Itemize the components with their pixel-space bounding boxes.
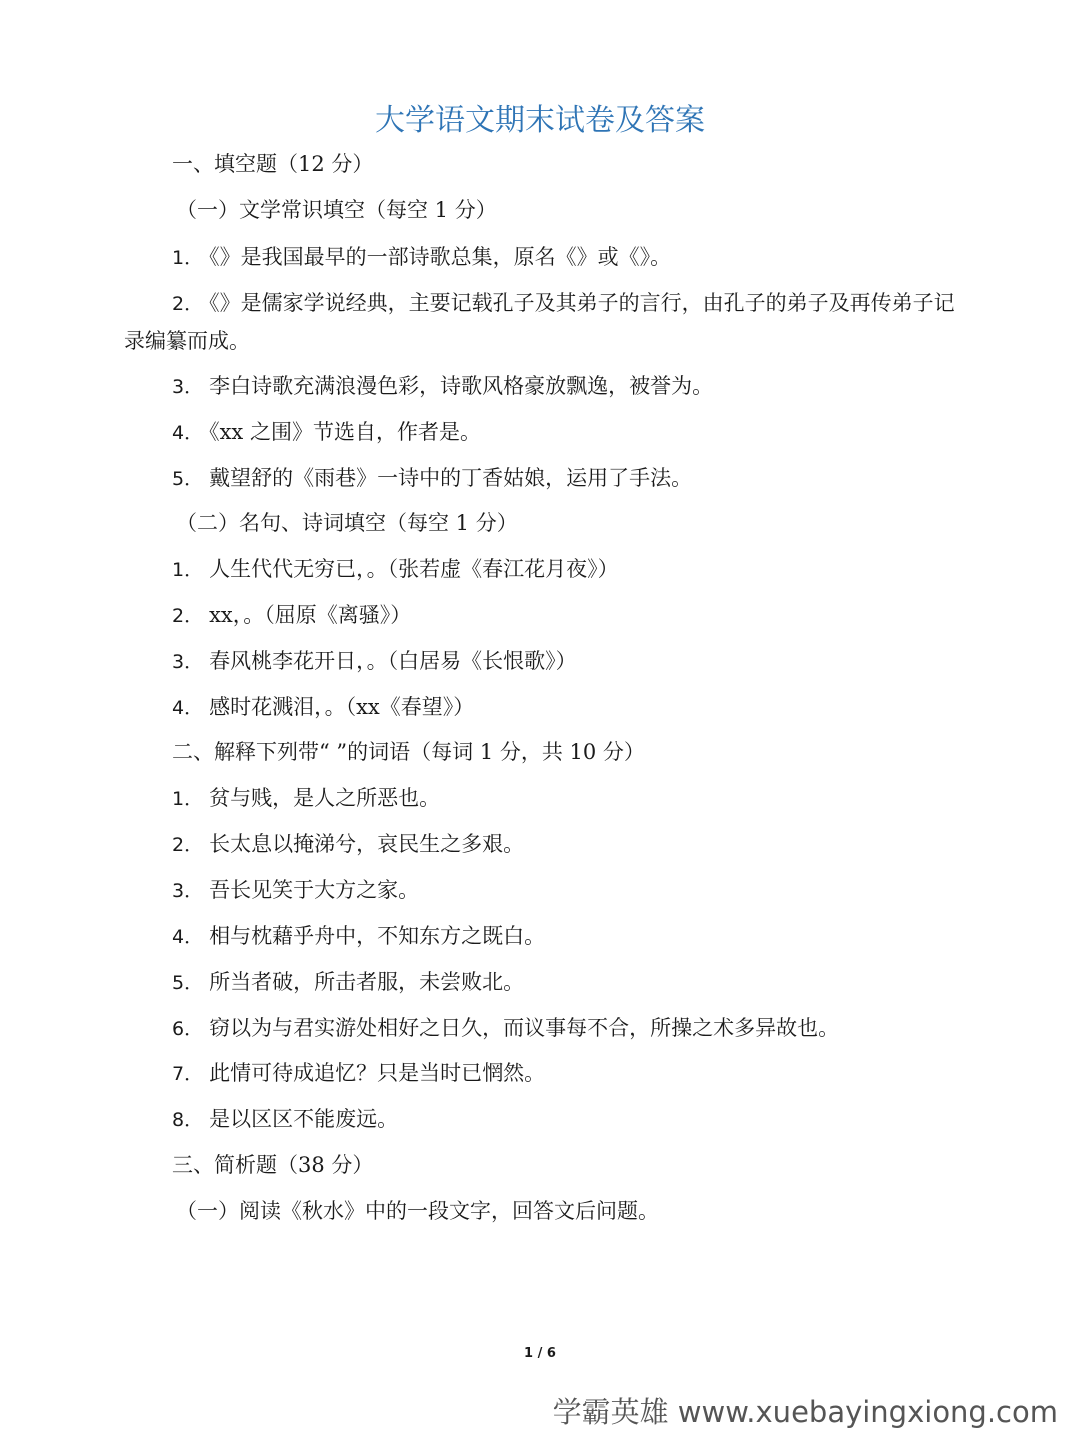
section-heading-2: 二、解释下列带“ ”的词语（每词 1 分，共 10 分） <box>172 740 645 764</box>
list-item: 5． 所当者破，所击者服，未尝败北。 <box>172 970 525 994</box>
list-item: 1． 贫与贱，是人之所恶也。 <box>172 786 441 810</box>
page-number: 1 / 6 <box>524 1346 556 1361</box>
subsection-heading-3a: （一）阅读《秋水》中的一段文字，回答文后问题。 <box>176 1199 659 1223</box>
list-item: 4． 感时花溅泪，。（xx《春望》） <box>172 695 475 719</box>
list-item: 8． 是以区区不能废远。 <box>172 1107 399 1131</box>
list-item: 6． 窃以为与君实游处相好之日久，而议事每不合，所操之术多异故也。 <box>172 1016 840 1040</box>
list-item: 2． 长太息以掩涕兮，哀民生之多艰。 <box>172 832 525 856</box>
list-item: 3． 吾长见笑于大方之家。 <box>172 878 420 902</box>
list-item: 3． 春风桃李花开日，。（白居易《长恨歌》） <box>172 649 577 673</box>
list-item: 2． 《》是儒家学说经典，主要记载孔子及其弟子的言行，由孔子的弟子及再传弟子记录编纂而成。 <box>124 291 955 353</box>
section-heading-3: 三、简析题（38 分） <box>172 1153 374 1177</box>
list-item: 3． 李白诗歌充满浪漫色彩，诗歌风格豪放飘逸，被誉为。 <box>172 374 714 398</box>
document-title: 大学语文期末试卷及答案 <box>375 103 705 138</box>
watermark: 学霸英雄 www.xuebayingxiong.com <box>552 1395 1058 1429</box>
list-item: 1． 《》是我国最早的一部诗歌总集，原名《》或《》。 <box>172 245 672 269</box>
subsection-heading-1b: （二）名句、诗词填空（每空 1 分） <box>176 511 518 535</box>
list-item: 5． 戴望舒的《雨巷》一诗中的丁香姑娘，运用了手法。 <box>172 466 693 490</box>
list-item: 4． 《xx 之围》节选自，作者是。 <box>172 420 481 444</box>
list-item: 4． 相与枕藉乎舟中，不知东方之既白。 <box>172 924 546 948</box>
list-item: 2． xx，。（屈原《离骚》） <box>172 603 412 627</box>
section-heading-1: 一、填空题（12 分） <box>172 152 374 176</box>
list-item: 1． 人生代代无穷已，。（张若虚《春江花月夜》） <box>172 557 619 581</box>
subsection-heading-1a: （一）文学常识填空（每空 1 分） <box>176 198 497 222</box>
list-item: 7． 此情可待成追忆？只是当时已惘然。 <box>172 1061 546 1085</box>
